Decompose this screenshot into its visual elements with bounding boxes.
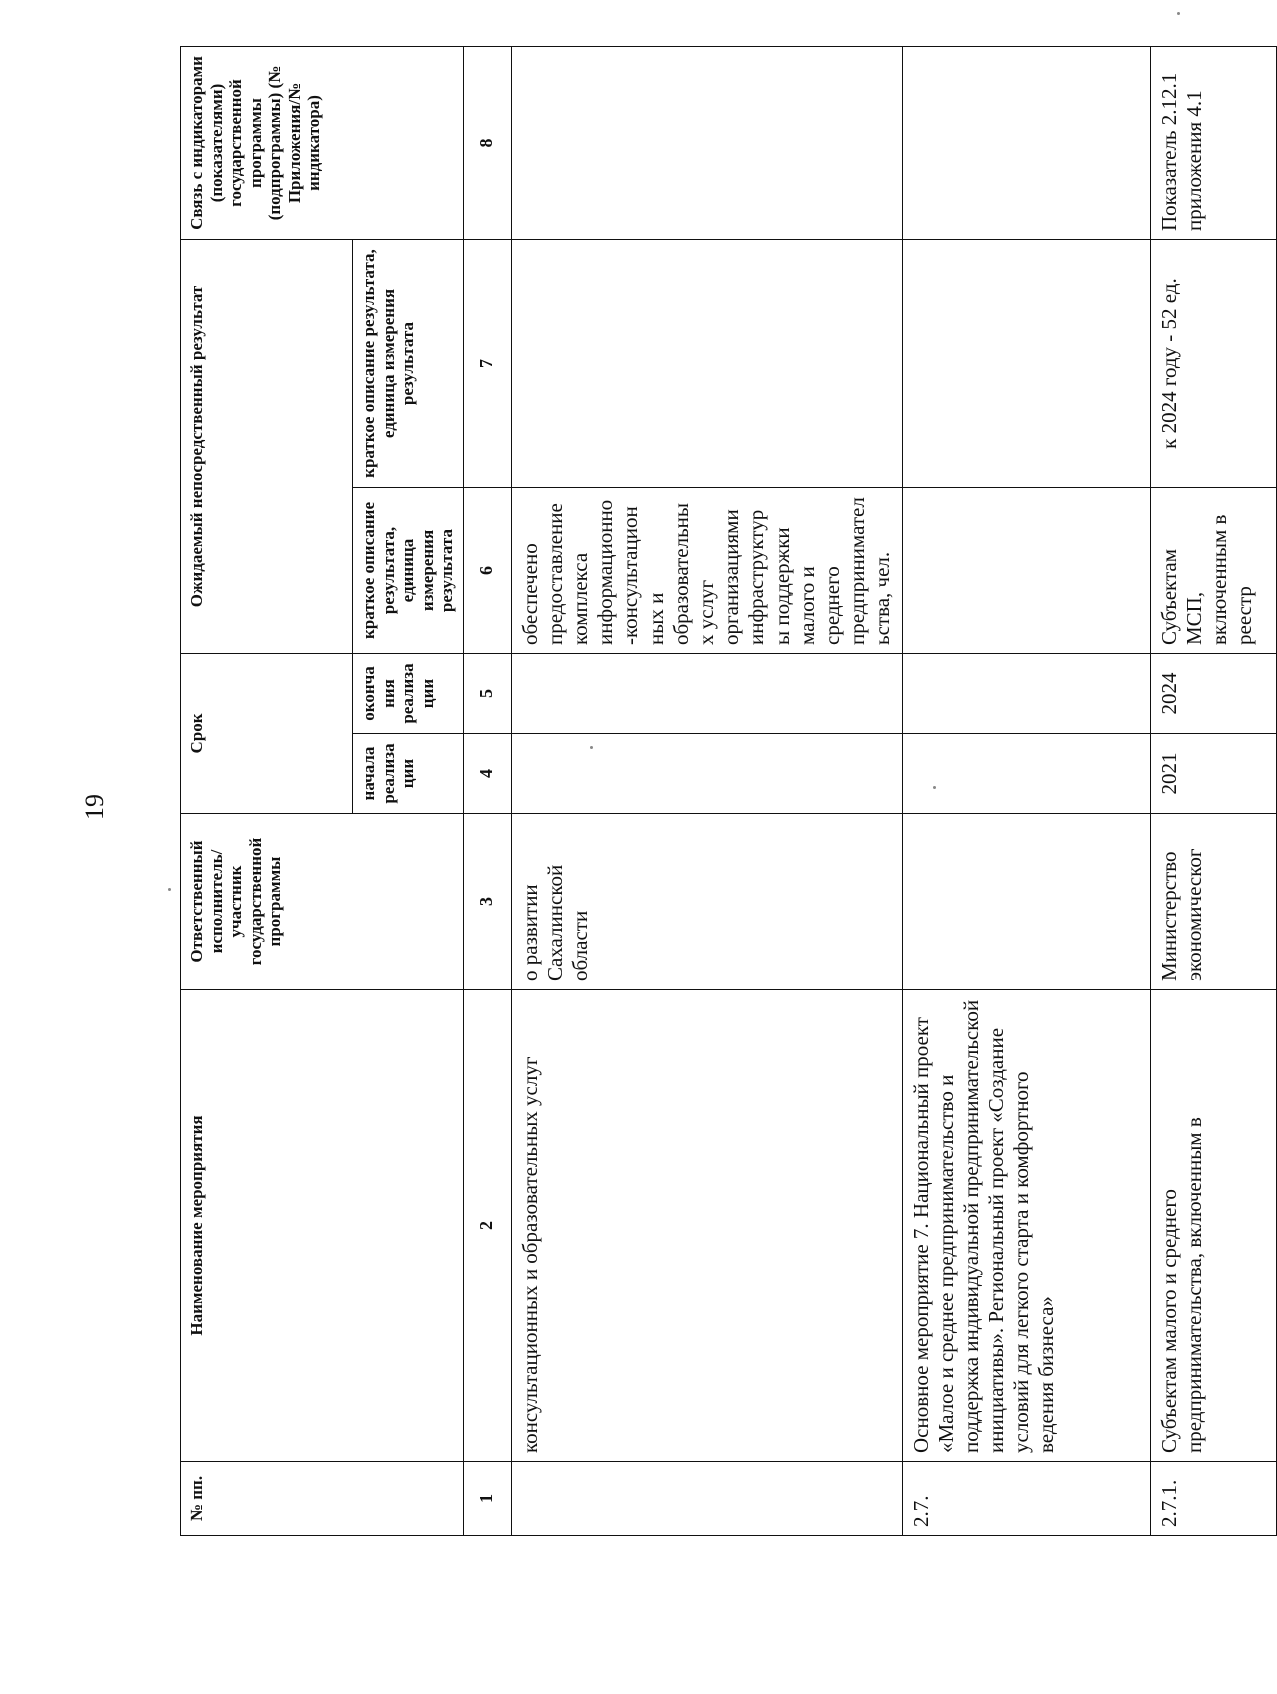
table-row bbox=[1150, 47, 1276, 1536]
scan-speck bbox=[168, 888, 171, 891]
col-number: 8 bbox=[463, 47, 511, 240]
cell-name: Субъектам малого и среднего предпринимательства, включенным в bbox=[1150, 990, 1276, 1462]
cell-result-b: к 2024 году - 52 ед. bbox=[1150, 240, 1276, 488]
col-number: 5 bbox=[463, 654, 511, 734]
cell-end: 2024 bbox=[1150, 654, 1276, 734]
cell-num: 2.7. bbox=[902, 1462, 1150, 1536]
cell-link: Показатель 2.12.1 приложения 4.1 bbox=[1150, 47, 1276, 240]
cell-result-a: Субъектам МСП, включенным в реестр bbox=[1150, 488, 1276, 654]
header-row bbox=[181, 47, 353, 1536]
cell-result-a bbox=[902, 488, 1150, 654]
cell-result-a: обеспечено предоставление комплекса информационно-консультационных и образовательных услуг организациями инфраструктуры поддержки малого и среднего предпринимательства, чел. bbox=[511, 488, 902, 654]
cell-link bbox=[902, 47, 1150, 240]
cell-start bbox=[902, 734, 1150, 814]
header-term: Срок bbox=[181, 654, 353, 814]
cell-end bbox=[511, 654, 902, 734]
header-name: Наименование мероприятия bbox=[181, 990, 464, 1462]
cell-name: консультационных и образовательных услуг bbox=[511, 990, 902, 1462]
header-result-a: краткое описание результата, единица измерения результата bbox=[353, 488, 464, 654]
cell-name: Основное мероприятие 7. Национальный проект «Малое и среднее предпринимательство и поддержка индивидуальной предпринимательской инициативы». Региональный проект «Создание условий для легкого старта и комфортного ведения бизнеса» bbox=[902, 990, 1150, 1462]
header-result: Ожидаемый непосредственный результат bbox=[181, 240, 353, 654]
col-number: 4 bbox=[463, 734, 511, 814]
cell-link bbox=[511, 47, 902, 240]
header-num: № пп. bbox=[181, 1462, 464, 1536]
table-row bbox=[902, 47, 1150, 1536]
col-number: 3 bbox=[463, 814, 511, 990]
cell-executor: Министерство экономическог bbox=[1150, 814, 1276, 990]
cell-executor bbox=[902, 814, 1150, 990]
scan-speck bbox=[933, 786, 936, 789]
header-result-b: краткое описание результата, единица измерения результата bbox=[353, 240, 464, 488]
col-number: 2 bbox=[463, 990, 511, 1462]
scan-speck bbox=[1177, 12, 1180, 15]
cell-num bbox=[511, 1462, 902, 1536]
cell-end bbox=[902, 654, 1150, 734]
col-number: 7 bbox=[463, 240, 511, 488]
cell-start bbox=[511, 734, 902, 814]
page-number: 19 bbox=[80, 794, 109, 820]
header-link: Связь с индикаторами (показателями) государственной программы (подпрограммы) (№ Приложения/№ индикатора) bbox=[181, 47, 464, 240]
table-row bbox=[511, 47, 902, 1536]
cell-result-b bbox=[511, 240, 902, 488]
cell-executor: о развитии Сахалинской области bbox=[511, 814, 902, 990]
header-term-end: окончания реализации bbox=[353, 654, 464, 734]
col-number: 6 bbox=[463, 488, 511, 654]
activities-table bbox=[180, 46, 1277, 1536]
header-term-start: начала реализации bbox=[353, 734, 464, 814]
cell-num: 2.7.1. bbox=[1150, 1462, 1276, 1536]
scan-speck bbox=[590, 746, 593, 749]
header-executor: Ответственный исполнитель/участник государственной программы bbox=[181, 814, 464, 990]
column-number-row bbox=[463, 47, 511, 1536]
cell-result-b bbox=[902, 240, 1150, 488]
cell-start: 2021 bbox=[1150, 734, 1276, 814]
rotated-table-container bbox=[180, 47, 1257, 1536]
col-number: 1 bbox=[463, 1462, 511, 1536]
